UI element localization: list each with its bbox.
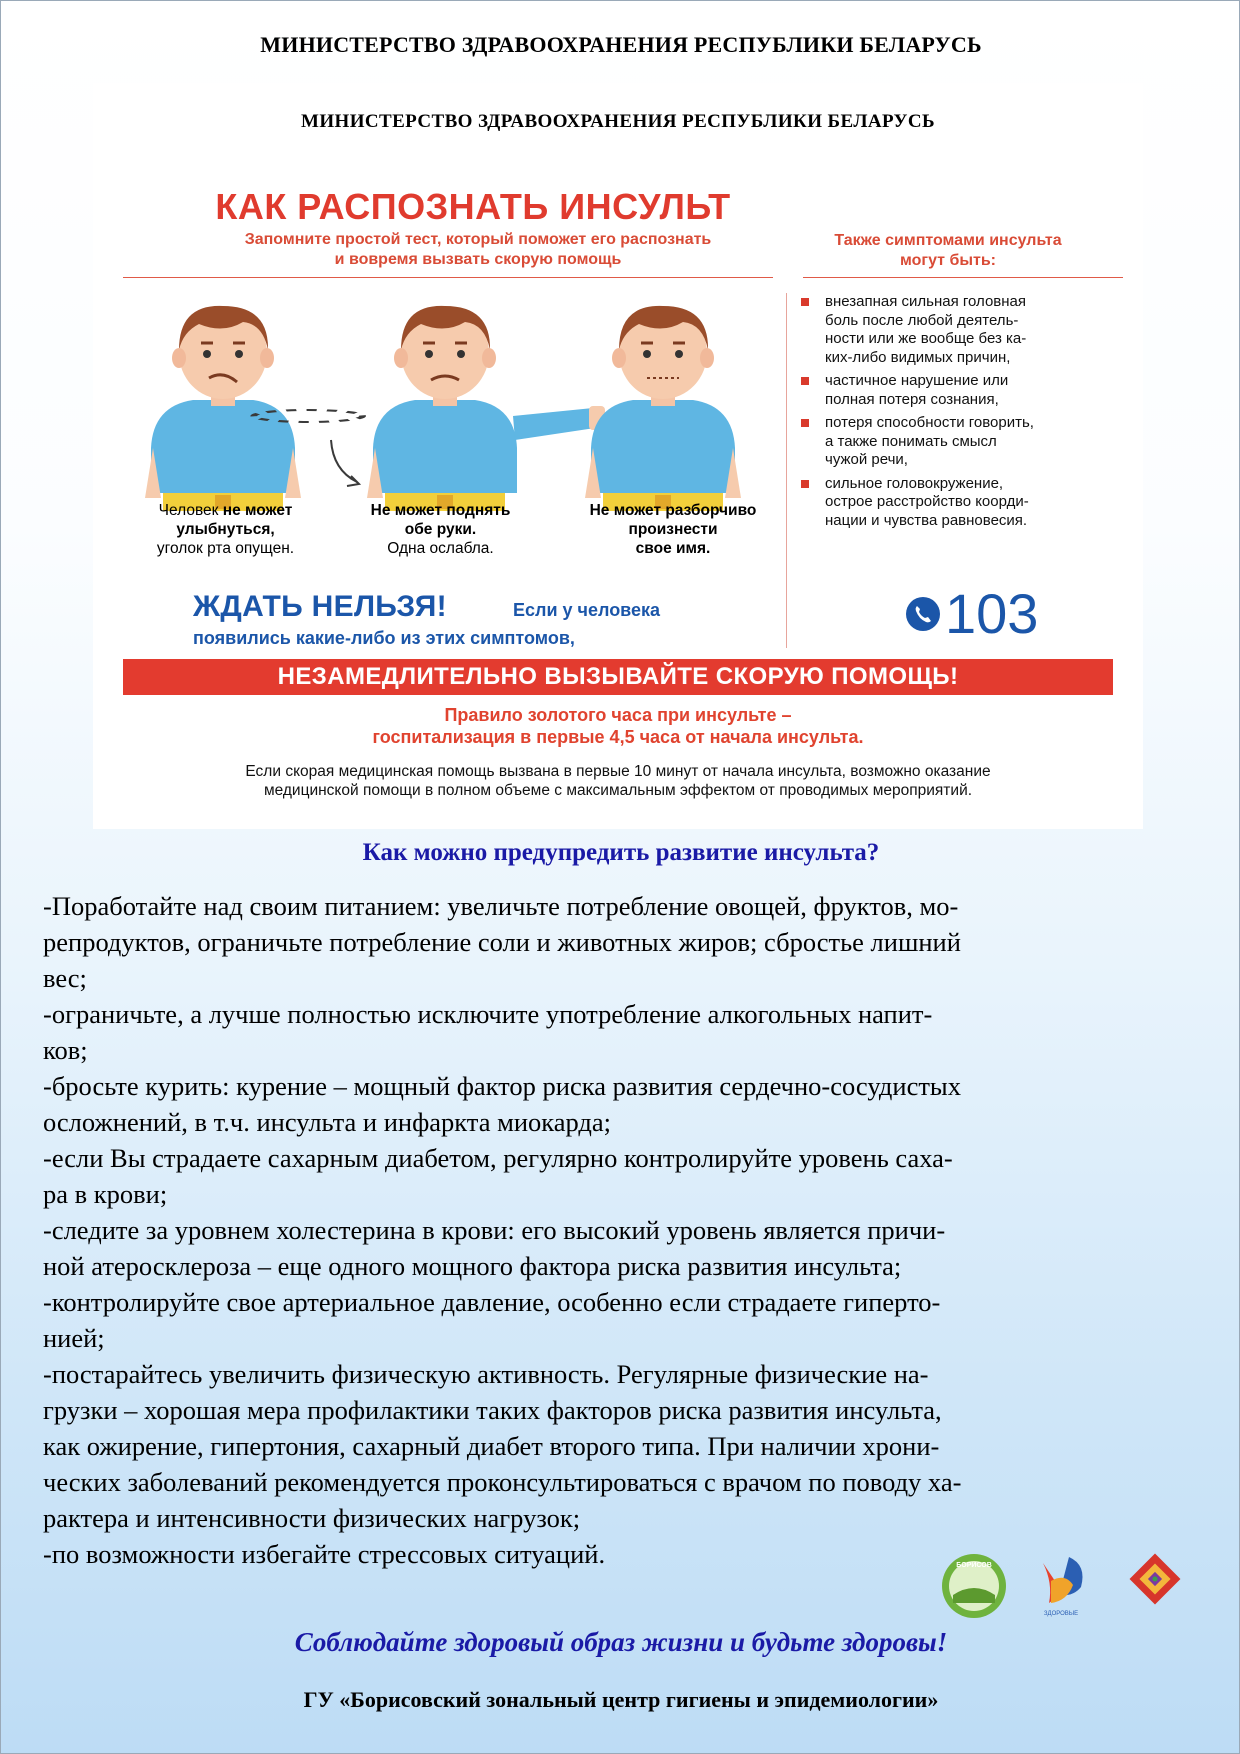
ornament-icon: [1130, 1554, 1181, 1605]
stroke-infographic: [93, 83, 1143, 829]
caption-speech-line1: Не может разборчиво: [589, 502, 757, 519]
figure-arm-drift: [254, 306, 605, 511]
poster-title: КАК РАСПОЗНАТЬ ИНСУЛЬТ: [215, 186, 731, 227]
early-call-note: [93, 762, 1143, 800]
tip-item: -по возможности избегайте стрессовых ситуаций.: [43, 1539, 606, 1569]
caption-arms: [338, 501, 543, 558]
call-ambulance-banner: НЕЗАМЕДЛИТЕЛЬНО ВЫЗЫВАЙТЕ СКОРУЮ ПОМОЩЬ!: [123, 659, 1113, 695]
caption-smile-line2: улыбнуться,: [176, 521, 275, 538]
golden-hour-rule: [93, 704, 1143, 748]
prevention-tips: [43, 888, 1203, 1572]
divider-vertical: [786, 293, 787, 648]
test-hint: [133, 230, 823, 270]
early-call-line-1: Если скорая медицинская помощь вызвана в первые 10 минут от начала инсульта, возможно оказание: [245, 763, 991, 780]
symptom-item: внезапная сильная головная боль после любой деятель- ности или же вообще без ка- ких-либо видимых причин,: [801, 293, 1131, 367]
wait-text-2: появились какие-либо из этих симптомов,: [193, 628, 575, 648]
also-symptoms-heading: [783, 231, 1113, 271]
tip-item: -контролируйте свое артериальное давление, особенно если страдаете гиперто- нией;: [43, 1287, 941, 1353]
closing-slogan: Соблюдайте здоровый образ жизни и будьте здоровы!: [294, 1627, 948, 1657]
divider-right: [803, 277, 1123, 278]
phone-number: 103: [945, 582, 1039, 645]
wait-text-1: Если у человека: [513, 600, 661, 620]
prevention-question: Как можно предупредить развитие инсульта?: [362, 839, 880, 866]
poster-ministry-header: МИНИСТЕРСТВО ЗДРАВООХРАНЕНИЯ РЕСПУБЛИКИ БЕЛАРУСЬ: [301, 111, 935, 132]
tip-item: -если Вы страдаете сахарным диабетом, регулярно контролируйте уровень саха- ра в крови;: [43, 1143, 953, 1209]
also-symptoms-text: Также симптомами инсульта могут быть:: [834, 232, 1062, 269]
tip-item: -бросьте курить: курение – мощный фактор риска развития сердечно-сосудистых осложнений, в т.ч. инсульта и инфаркта миокарда;: [43, 1071, 961, 1137]
test-hint-text: Запомните простой тест, который поможет его распознать и вовремя вызвать скорую помощь: [244, 231, 712, 268]
caption-smile-line3: уголок рта опущен.: [156, 540, 295, 557]
test-illustrations: [123, 298, 763, 518]
symptom-item: частичное нарушение или полная потеря сознания,: [801, 372, 1131, 409]
caption-arms-line1: Не может поднять: [370, 502, 511, 519]
caption-arms-line3: Одна ослабла.: [387, 540, 494, 557]
tip-item: -следите за уровнем холестерина в крови: его высокий уровень является причи- ной атеросклероза – еще одного мощного фактора риска развития инсульта;: [43, 1215, 946, 1281]
wait-heading: ЖДАТЬ НЕЛЬЗЯ!: [193, 590, 447, 623]
caption-smile-pre: Человек: [158, 502, 223, 519]
symptom-item: сильное головокружение, острое расстройство коорди- нации и чувства равновесия.: [801, 475, 1131, 531]
ministry-header: МИНИСТЕРСТВО ЗДРАВООХРАНЕНИЯ РЕСПУБЛИКИ БЕЛАРУСЬ: [260, 32, 982, 57]
divider-left: [123, 277, 773, 278]
tip-item: -постарайтесь увеличить физическую активность. Регулярные физические на- грузки – хорошая мера профилактики таких факторов риска развития инсульта, как ожирение, гипертония, сахарный диабет второго типа. При наличии хрони- ческих заболеваний рекомендуется проконсультироваться с врачом по поводу ха- рактера и интенсивности физических нагрузок;: [43, 1359, 962, 1533]
healthy-cities-label: ЗДОРОВЫЕ: [1043, 1611, 1079, 1617]
early-call-line-2: медицинской помощи в полном объеме с максимальным эффектом от проводимых мероприятий.: [263, 782, 973, 799]
caption-speech-line2: произнести: [628, 521, 718, 538]
caption-smile: [123, 501, 328, 558]
phone-icon: [905, 596, 941, 632]
tip-item: -ограничьте, а лучше полностью исключите употребление алкогольных напит- ков;: [43, 999, 933, 1065]
caption-speech: [553, 501, 793, 558]
golden-hour-line-2: госпитализация в первые 4,5 часа от начала инсульта.: [372, 727, 864, 747]
organization-footer: ГУ «Борисовский зональный центр гигиены и эпидемиологии»: [303, 1687, 939, 1712]
caption-smile-bold: не может: [222, 502, 293, 519]
emergency-phone: [905, 582, 1039, 645]
caption-arms-line2: обе руки.: [404, 521, 477, 538]
caption-speech-line3: свое имя.: [635, 540, 711, 557]
symptom-item: потеря способности говорить, а также понимать смысл чужой речи,: [801, 414, 1131, 470]
borisov-emblem-icon: [942, 1554, 1006, 1618]
figure-slurred-speech: [585, 306, 741, 511]
healthy-cities-icon: [1043, 1557, 1083, 1617]
borisov-emblem-label: БОРИСОВ: [956, 1562, 992, 1569]
golden-hour-line-1: Правило золотого часа при инсульте –: [444, 705, 792, 725]
symptom-list: [801, 293, 1131, 535]
partner-logos: [941, 1551, 1181, 1621]
tip-item: -Поработайте над своим питанием: увеличьте потребление овощей, фруктов, мо- репродуктов, ограничьте потребление соли и животных жиров; сбростье лишний вес;: [43, 891, 961, 993]
figure-drooping-smile: [145, 306, 301, 511]
